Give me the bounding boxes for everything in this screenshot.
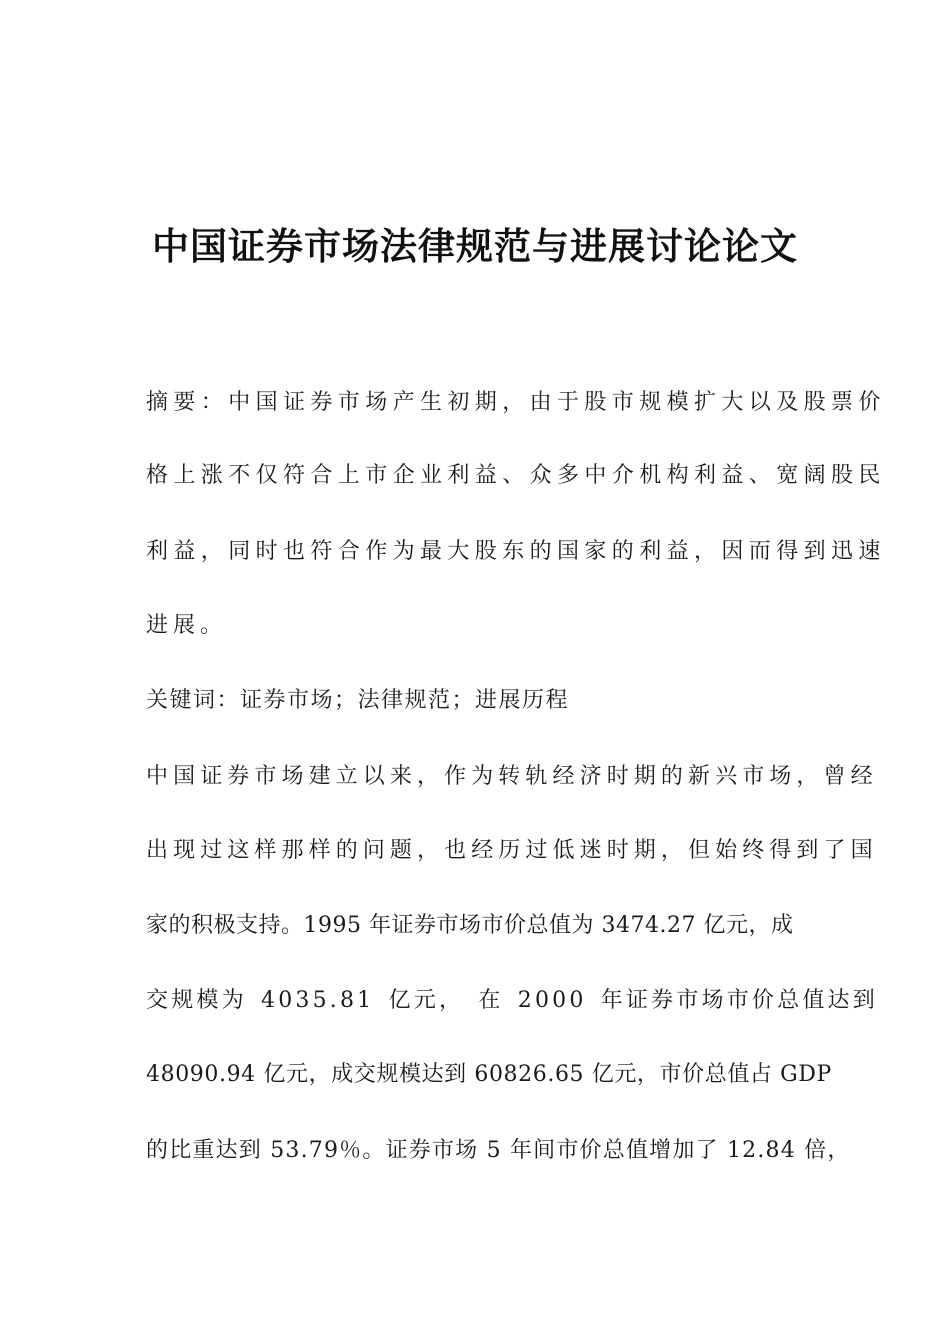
abstract-line-3: 利益，同时也符合作为最大股东的国家的利益，因而得到迅速 xyxy=(146,539,886,564)
abstract-line-1: 摘要：中国证券市场产生初期，由于股市规模扩大以及股票价 xyxy=(146,390,886,415)
body-line-5: 48090.94 亿元，成交规模达到 60826.65 亿元，市价总值占 GDP xyxy=(146,1062,832,1087)
abstract-line-2: 格上涨不仅符合上市企业利益、众多中介机构利益、宽阔股民 xyxy=(146,463,886,488)
body-line-3: 家的积极支持。1995 年证券市场市价总值为 3474.27 亿元，成 xyxy=(146,913,794,938)
body-line-1: 中国证券市场建立以来，作为转轨经济时期的新兴市场，曾经 xyxy=(146,764,878,789)
body-line-4: 交规模为 4035.81 亿元， 在 2000 年证券市场市价总值达到 xyxy=(146,988,878,1013)
body-line-2: 出现过这样那样的问题，也经历过低迷时期，但始终得到了国 xyxy=(146,838,878,863)
keywords-line: 关键词：证券市场；法律规范；进展历程 xyxy=(146,688,570,713)
abstract-line-4: 进展。 xyxy=(146,613,228,638)
body-line-6: 的比重达到 53.79％。证券市场 5 年间市价总值增加了 12.84 倍， xyxy=(146,1138,851,1163)
document-title: 中国证券市场法律规范与进展讨论论文 xyxy=(152,225,798,268)
